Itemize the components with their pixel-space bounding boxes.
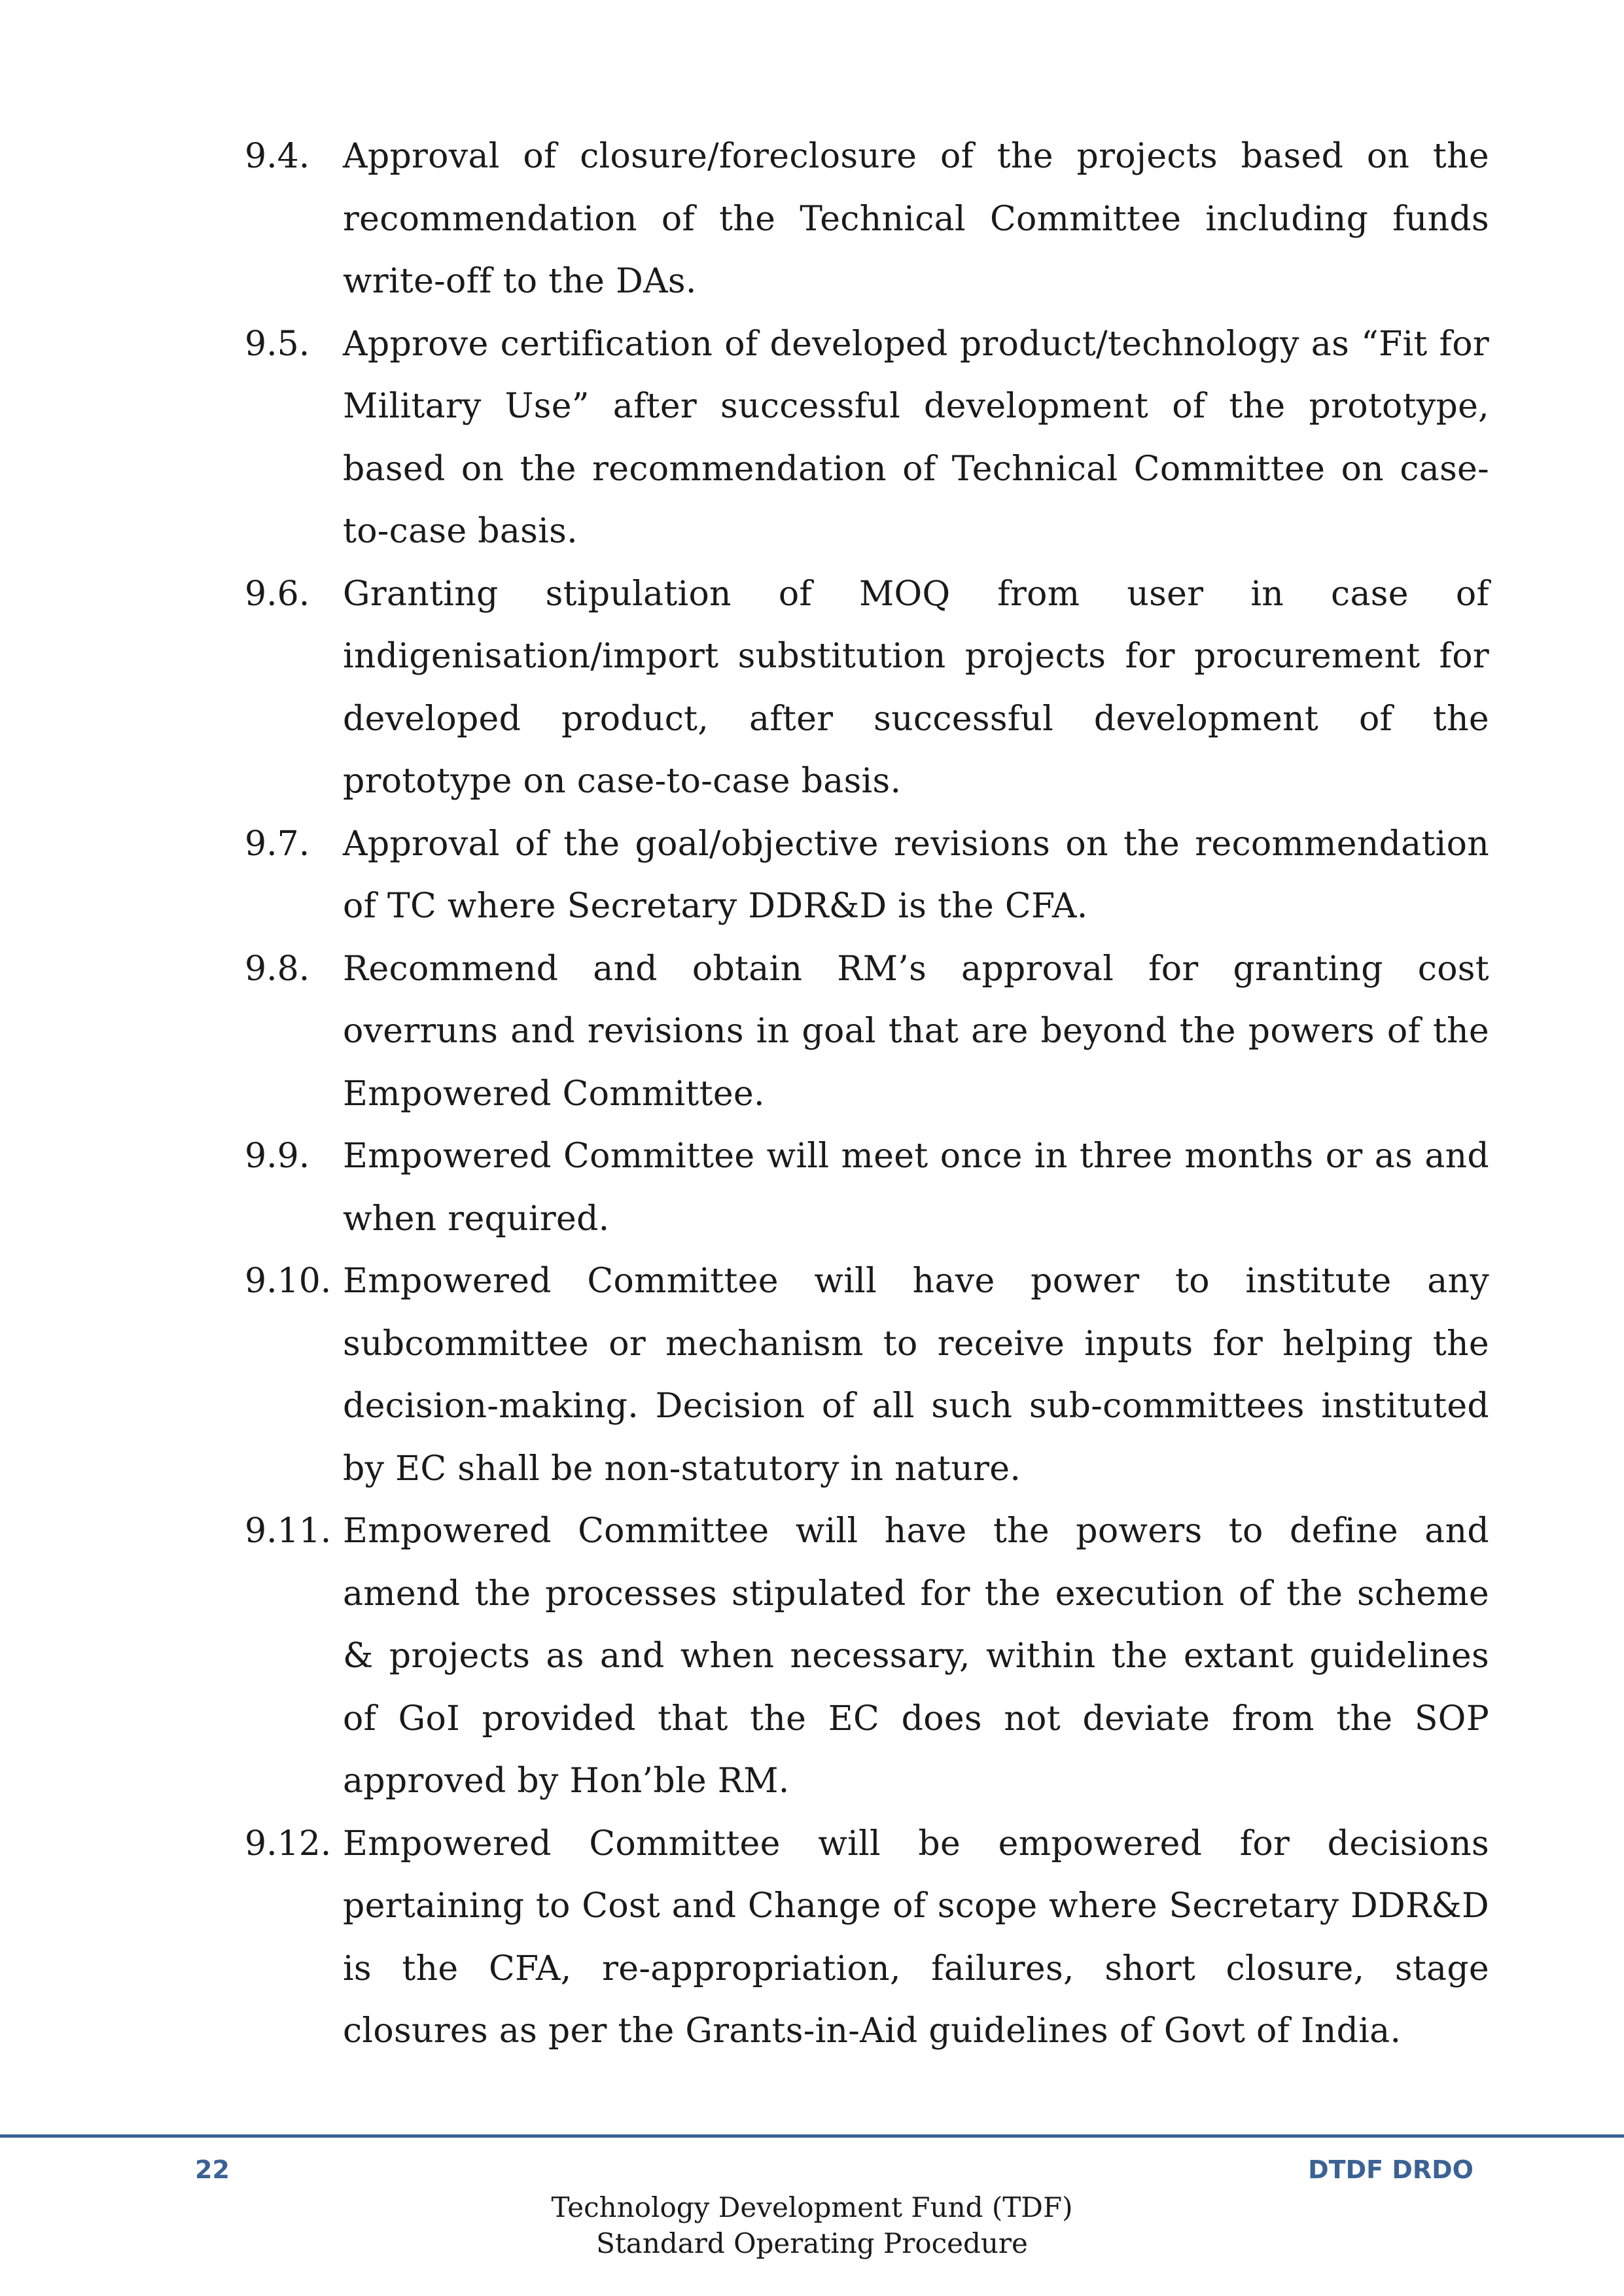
list-item (245, 813, 1489, 938)
item-number: 9.6. (245, 574, 310, 614)
list-item (245, 563, 1489, 813)
footer-divider (0, 2134, 1624, 2138)
footer-title-line-2: Standard Operating Procedure (596, 2227, 1028, 2259)
footer-organization: DTDF DRDO (1308, 2155, 1474, 2184)
list-item (245, 1813, 1489, 2063)
footer-title-line-1: Technology Development Fund (TDF) (551, 2191, 1073, 2223)
item-number: 9.4. (245, 137, 310, 176)
item-text: Approve certification of developed product/technology as “Fit for Military Use” after successful development of the prototype, based on the recommendation of Technical Committee on case-to-case basis. (343, 324, 1489, 551)
list-item (245, 1125, 1489, 1250)
item-text: Granting stipulation of MOQ from user in case of indigenisation/import substitution projects for procurement for developed product, after successful development of the prototype on case-to-case basis. (343, 574, 1489, 801)
item-text: Recommend and obtain RM’s approval for granting cost overruns and revisions in goal that are beyond the powers of the Empowered Committee. (343, 949, 1489, 1114)
item-text: Empowered Committee will meet once in three months or as and when required. (343, 1137, 1489, 1239)
item-number: 9.8. (245, 949, 310, 989)
item-number: 9.7. (245, 824, 310, 864)
item-text: Empowered Committee will have power to institute any subcommittee or mechanism to receive inputs for helping the decision-making. Decision of all such sub-committees instituted by EC shall be non-statutory in nature. (343, 1262, 1489, 1489)
list-item (245, 1500, 1489, 1813)
item-number: 9.11. (245, 1511, 332, 1551)
item-number: 9.12. (245, 1824, 332, 1863)
item-number: 9.9. (245, 1137, 310, 1176)
item-number: 9.10. (245, 1262, 332, 1301)
list-item (245, 313, 1489, 563)
list-item (245, 938, 1489, 1126)
list-item (245, 126, 1489, 313)
footer-document-title (0, 2189, 1624, 2261)
item-text: Empowered Committee will have the powers to define and amend the processes stipulated for the execution of the scheme & projects as and when necessary, within the extant guidelines of GoI provided that the EC does not deviate from the SOP approved by Hon’ble RM. (343, 1511, 1489, 1801)
page-number: 22 (195, 2155, 230, 2184)
numbered-list (245, 126, 1489, 2063)
list-item (245, 1250, 1489, 1500)
item-number: 9.5. (245, 324, 310, 364)
item-text: Approval of closure/foreclosure of the projects based on the recommendation of the Technical Committee including funds write-off to the DAs. (343, 137, 1489, 301)
item-text: Empowered Committee will be empowered for decisions pertaining to Cost and Change of scope where Secretary DDR&D is the CFA, re-appropriation, failures, short closure, stage closures as per the Grants-in-Aid guidelines of Govt of India. (343, 1824, 1489, 2051)
item-text: Approval of the goal/objective revisions on the recommendation of TC where Secretary DDR&D is the CFA. (343, 824, 1489, 926)
